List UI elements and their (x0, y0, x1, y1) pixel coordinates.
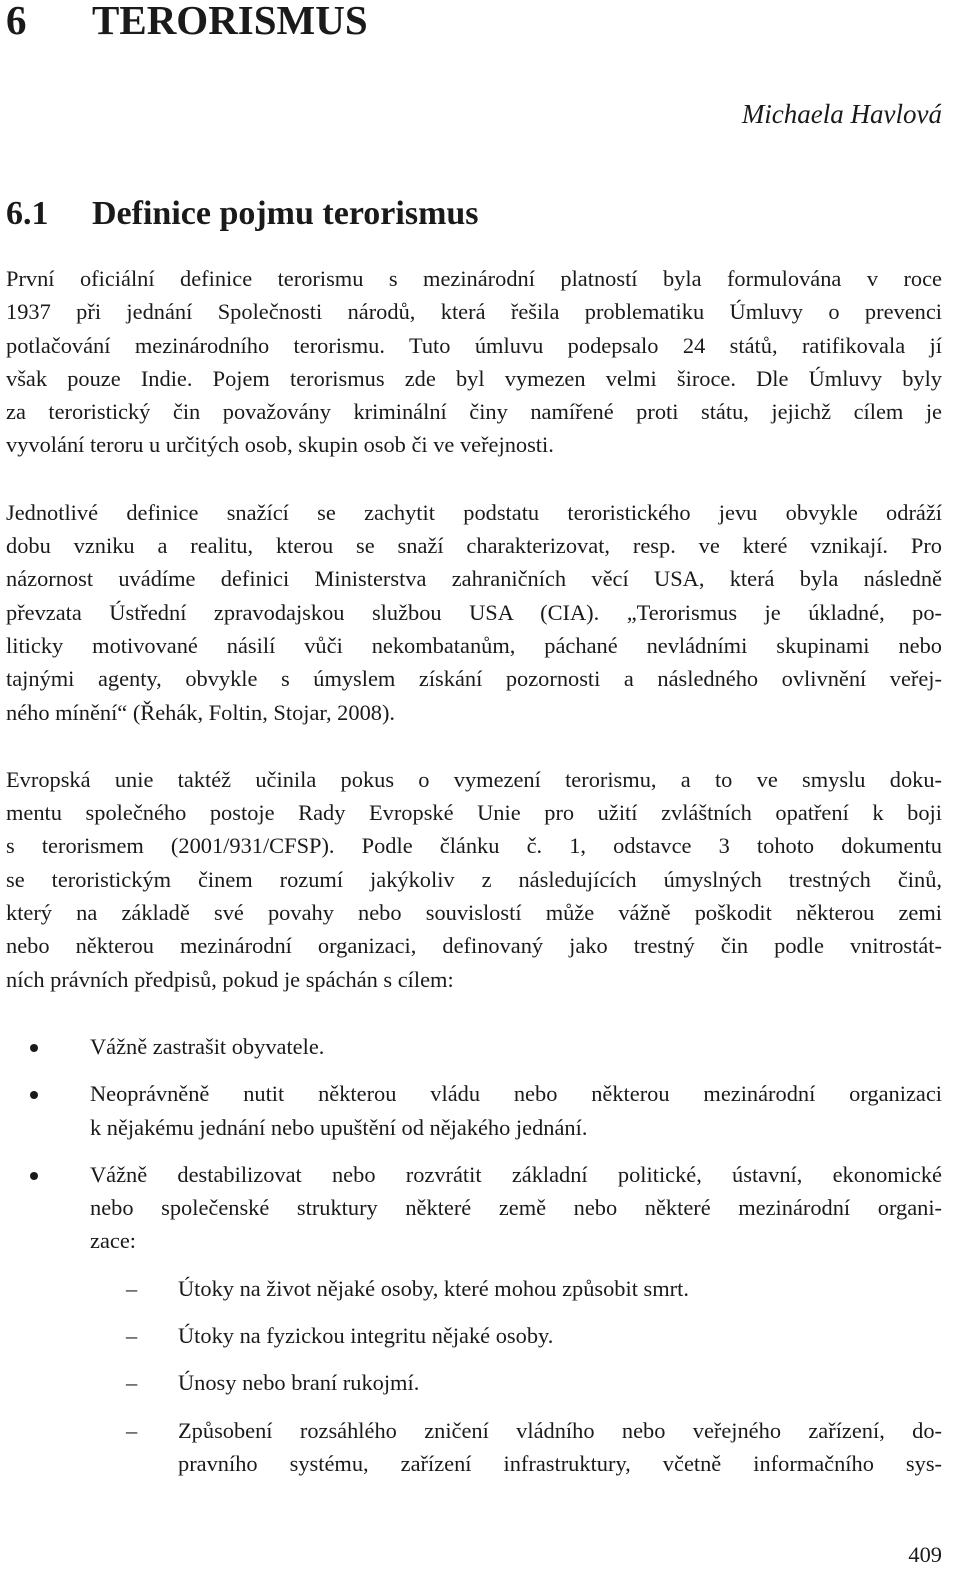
sub-item (6, 1319, 942, 1352)
author-name: Michaela Havlová (741, 99, 942, 129)
paragraph-line: za teroristický čin považovány kriminální činy namířené proti státu, jejichž cílem je (6, 399, 942, 425)
sub-line: pravního systému, zařízení infrastruktury, včetně informačního sys- (178, 1450, 942, 1476)
paragraph-1 (6, 262, 942, 462)
sub-line: Útoky na život nějaké osoby, které mohou způsobit smrt. (178, 1275, 689, 1301)
sub-item (6, 1414, 942, 1481)
paragraph-line: však pouze Indie. Pojem terorismus zde byl vymezen velmi široce. Dle Úmluvy byly (6, 365, 942, 391)
bullet-dot-icon (30, 1044, 38, 1052)
paragraph-line: převzata Ústřední zpravodajskou službou USA (CIA). „Terorismus je úkladné, po- (6, 599, 942, 625)
bullet-line: Neoprávněně nutit některou vládu nebo některou mezinárodní organizaci (90, 1081, 942, 1107)
sub-item (6, 1366, 942, 1399)
paragraph-line: se teroristickým činem rozumí jakýkoliv z následujících úmyslných trestných činů, (6, 866, 942, 892)
section-heading (6, 194, 942, 234)
paragraph-line: potlačování mezinárodního terorismu. Tuto úmluvu podepsalo 24 států, ratifikovala jí (6, 332, 942, 358)
sub-line: Útoky na fyzickou integritu nějaké osoby. (178, 1323, 554, 1349)
bullet-item (6, 1158, 942, 1480)
chapter-title: TERORISMUS (92, 0, 368, 43)
chapter-number: 6 (6, 0, 27, 43)
bullet-line: Vážně destabilizovat nebo rozvrátit základní politické, ústavní, ekonomické (90, 1161, 942, 1187)
paragraph-line: ného mínění“ (Řehák, Foltin, Stojar, 2008). (6, 699, 396, 725)
paragraph-line: liticky motivované násilí vůči nekombatanům, páchané nevládními skupinami nebo (6, 632, 942, 658)
paragraph-line: mentu společného postoje Rady Evropské Unie pro užití zvláštních opatření k boji (6, 800, 942, 826)
bullet-dot-icon (30, 1091, 38, 1099)
bullet-item (6, 1030, 942, 1063)
paragraph-line: Evropská unie taktéž učinila pokus o vymezení terorismu, a to ve smyslu doku- (6, 766, 942, 792)
bullet-line: nebo společenské struktury některé země nebo některé mezinárodní organi- (90, 1195, 942, 1221)
paragraph-line: názornost uvádíme definici Ministerstva zahraničních věcí USA, která byla následně (6, 566, 942, 592)
paragraph-line: ních právních předpisů, pokud je spáchán s cílem: (6, 966, 454, 992)
dash-marker: – (126, 1417, 138, 1443)
paragraph-line: Jednotlivé definice snažící se zachytit podstatu teroristického jevu obvykle odráží (6, 499, 942, 525)
bullet-list (6, 1030, 942, 1480)
section-title: Definice pojmu terorismus (92, 195, 479, 232)
dash-marker: – (126, 1370, 138, 1396)
paragraph-line: 1937 při jednání Společnosti národů, která řešila problematiku Úmluvy o prevenci (6, 299, 942, 325)
dash-marker: – (126, 1275, 138, 1301)
bullet-line: zace: (90, 1228, 136, 1254)
sub-line: Způsobení rozsáhlého zničení vládního nebo veřejného zařízení, do- (178, 1417, 942, 1443)
sub-line: Únosy nebo braní rukojmí. (178, 1370, 420, 1396)
sub-item (6, 1272, 942, 1305)
page-number: 409 (908, 1542, 942, 1567)
document-page (6, 0, 942, 1494)
paragraph-2 (6, 496, 942, 729)
sub-list (90, 1272, 942, 1480)
paragraph-line: dobu vzniku a realitu, kterou se snaží charakterizovat, resp. ve které vznikají. Pro (6, 533, 942, 559)
chapter-heading (6, 0, 942, 43)
paragraph-line: s terorismem (2001/931/CFSP). Podle článku č. 1, odstavce 3 tohoto dokumentu (6, 833, 942, 859)
paragraph-line: který na základě své povahy nebo souvislostí může vážně poškodit některou zemi (6, 900, 942, 926)
paragraph-line: nebo některou mezinárodní organizaci, definovaný jako trestný čin podle vnitrostát- (6, 933, 942, 959)
paragraph-line: tajnými agenty, obvykle s úmyslem získání pozornosti a následného ovlivnění veřej- (6, 666, 942, 692)
bullet-dot-icon (30, 1172, 38, 1180)
section-number: 6.1 (6, 195, 49, 232)
paragraph-line: vyvolání teroru u určitých osob, skupin osob či ve veřejnosti. (6, 432, 554, 458)
dash-marker: – (126, 1323, 138, 1349)
bullet-item (6, 1077, 942, 1144)
bullet-line: k nějakému jednání nebo upuštění od nějakého jednání. (90, 1114, 588, 1140)
paragraph-3 (6, 763, 942, 996)
paragraph-line: První oficiální definice terorismu s mezinárodní platností byla formulována v roce (6, 266, 942, 291)
bullet-line: Vážně zastrašit obyvatele. (90, 1033, 325, 1059)
